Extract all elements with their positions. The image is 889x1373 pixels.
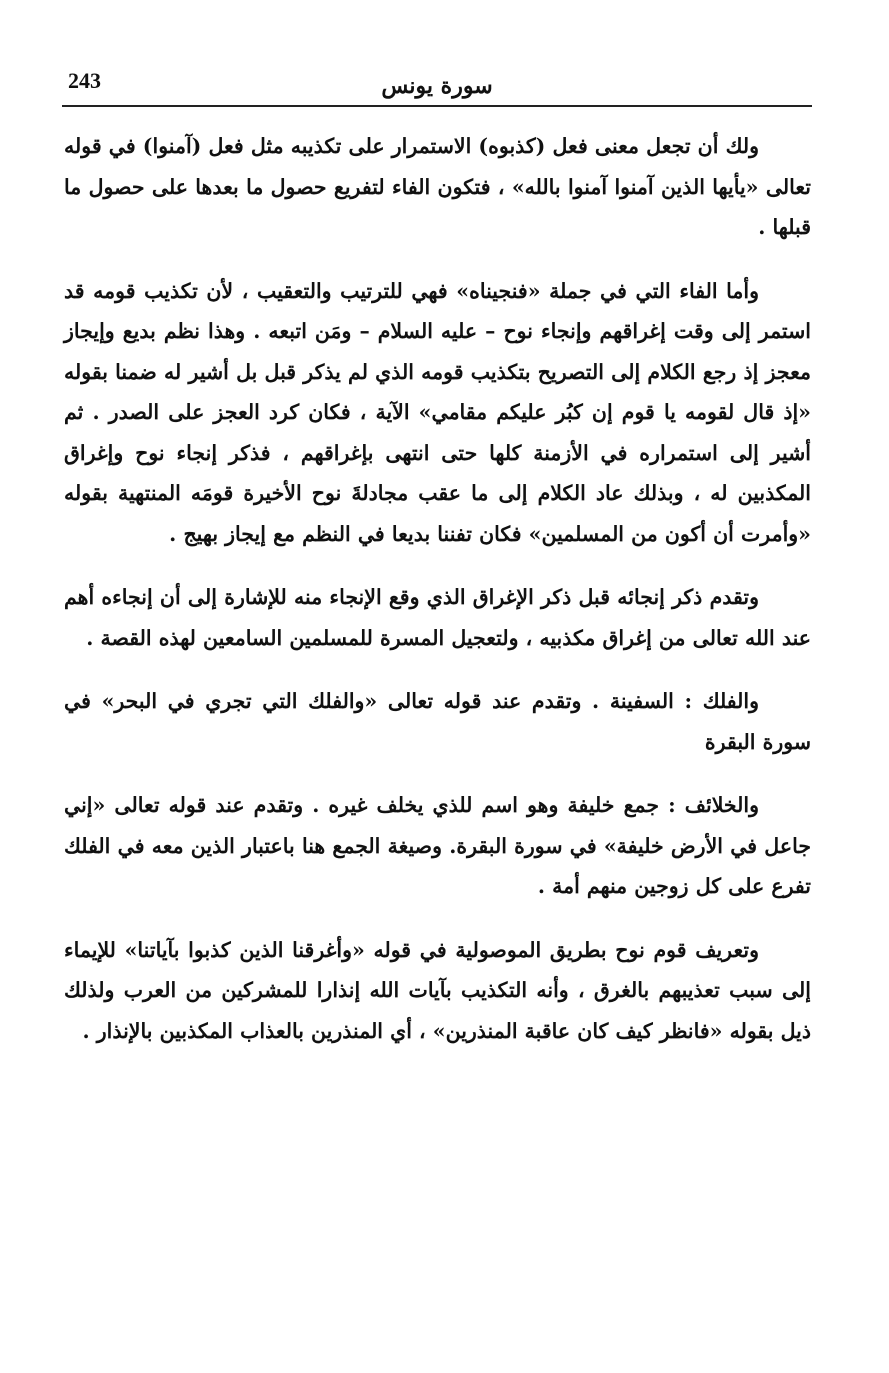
paragraph: والخلائف : جمع خليفة وهو اسم للذي يخلف غيره . وتقدم عند قوله تعالى «إني جاعل في الأرض خليفة» في سورة البقرة. وصيغة الجمع هنا باعتبار الذين معه في الفلك تفرع على كل زوجين منهم أمة . (64, 793, 811, 898)
page-header (62, 66, 812, 106)
surah-title: سورة يونس (381, 73, 493, 99)
header-divider (62, 105, 812, 107)
paragraph: وأما الفاء التي في جملة «فنجيناه» فهي للترتيب والتعقيب ، لأن تكذيب قومه قد استمر إلى وقت إغراقهم وإنجاء نوح – عليه السلام – ومَن اتبعه . وهذا نظم بديع وإيجاز معجز إذ رجع الكلام إلى التصريح بتكذيب قومه الذي لم يذكر قبل بل أشير له ضمنا بقوله «إذ قال لقومه يا قوم إن كبُر عليكم مقامي» الآية ، فكان كرد العجز على الصدر . ثم أشير إلى استمراره في الأزمنة كلها حتى انتهى بإغراقهم ، فذكر إنجاء نوح وإغراق المكذبين له ، وبذلك عاد الكلام إلى ما عقب مجادلةَ نوح الأخيرة قومَه المنتهية بقوله «وأمرت أن أكون من المسلمين» فكان تفننا بديعا في النظم مع إيجاز بهيج . (64, 278, 811, 546)
page-body (64, 126, 811, 1051)
paragraph: والفلك : السفينة . وتقدم عند قوله تعالى «والفلك التي تجري في البحر» في سورة البقرة (64, 689, 811, 754)
paragraph: ولك أن تجعل معنى فعل (كذبوه) الاستمرار على تكذيبه مثل فعل (آمنوا) في قوله تعالى «يأيها الذين آمنوا آمنوا بالله» ، فتكون الفاء لتفريع حصول ما بعدها على حصول ما قبلها . (64, 134, 811, 239)
paragraph: وتعريف قوم نوح بطريق الموصولية في قوله «وأغرقنا الذين كذبوا بآياتنا» للإيماء إلى سبب تعذيبهم بالغرق ، وأنه التكذيب بآيات الله إنذارا للمشركين من العرب ولذلك ذيل بقوله «فانظر كيف كان عاقبة المنذرين» ، أي المنذرين بالعذاب المكذبين بالإنذار . (64, 937, 811, 1043)
paragraph: وتقدم ذكر إنجائه قبل ذكر الإغراق الذي وقع الإنجاء منه للإشارة إلى أن إنجاءه أهم عند الله تعالى من إغراق مكذبيه ، ولتعجيل المسرة للمسلمين السامعين لهذه القصة . (64, 585, 811, 650)
page-number: 243 (68, 68, 101, 93)
